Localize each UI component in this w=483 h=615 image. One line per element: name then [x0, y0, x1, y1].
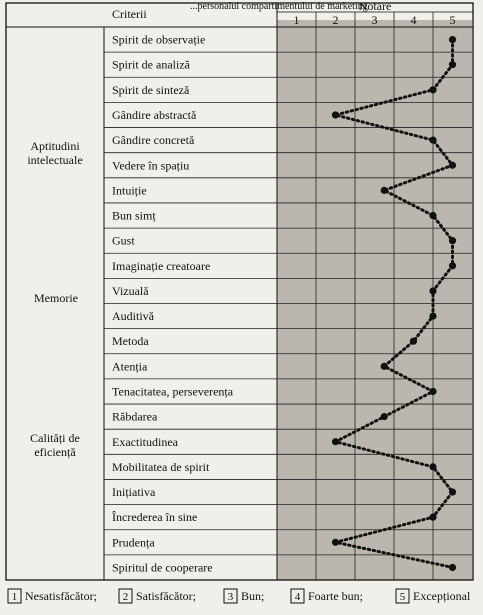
- legend-number: 3: [227, 591, 234, 603]
- legend-label: Bun;: [241, 589, 265, 603]
- rating-point: [449, 36, 456, 43]
- rating-point: [429, 287, 436, 294]
- rating-point: [429, 463, 436, 470]
- criterion-label: Intuiție: [112, 183, 147, 198]
- criterion-label: Tenacitatea, perseverența: [112, 384, 234, 399]
- criterion-label: Încrederea în sine: [112, 510, 198, 525]
- rating-point: [381, 413, 388, 420]
- scale-header-3: 3: [371, 13, 378, 27]
- criterion-label: Vizuală: [112, 283, 149, 298]
- rating-point: [332, 111, 339, 118]
- rating-point: [449, 564, 456, 571]
- criterion-label: Metoda: [112, 334, 149, 349]
- group-label-memorie: Memorie: [34, 291, 78, 305]
- criterion-label: Inițiativa: [112, 485, 156, 500]
- criterion-label: Bun simț: [112, 208, 156, 223]
- legend-number: 4: [294, 591, 301, 603]
- criterion-label: Spirit de analiză: [112, 57, 190, 72]
- rating-point: [429, 137, 436, 144]
- criterion-label: Spirit de sinteză: [112, 82, 190, 97]
- legend-label: Satisfăcător;: [136, 589, 196, 603]
- notare-header: Notare: [358, 0, 392, 13]
- criterion-label: Spirit de observație: [112, 32, 206, 47]
- banner-text: ...personalul compartimentului de marketing: [190, 1, 368, 12]
- rating-point: [429, 388, 436, 395]
- scale-header-4: 4: [410, 13, 417, 27]
- legend-label: Foarte bun;: [308, 589, 363, 603]
- rating-point: [449, 237, 456, 244]
- criterion-label: Imaginație creatoare: [112, 258, 211, 273]
- criterion-label: Exactitudinea: [112, 434, 178, 449]
- rating-point: [410, 338, 417, 345]
- rating-point: [449, 61, 456, 68]
- criterion-label: Spiritul de cooperare: [112, 560, 213, 575]
- legend-number: 1: [11, 591, 18, 603]
- criterion-label: Auditivă: [112, 309, 154, 324]
- criterion-label: Răbdarea: [112, 409, 158, 424]
- criterion-label: Mobilitatea de spirit: [112, 459, 210, 474]
- rating-point: [449, 162, 456, 169]
- criteria-header: Criterii: [112, 7, 147, 21]
- scale-header-2: 2: [332, 13, 339, 27]
- rating-point: [381, 187, 388, 194]
- legend-number: 5: [399, 591, 406, 603]
- criterion-label: Gust: [112, 233, 135, 248]
- rating-point: [332, 438, 339, 445]
- rating-point: [429, 312, 436, 319]
- rating-point: [429, 212, 436, 219]
- criterion-label: Gândire concretă: [112, 133, 195, 148]
- legend-label: Excepțional: [413, 589, 471, 603]
- scale-header-5: 5: [449, 13, 456, 27]
- group-label-calitati: Calități de eficiență: [30, 431, 80, 459]
- rating-point: [381, 363, 388, 370]
- criterion-label: Atenția: [112, 359, 148, 374]
- rating-point: [332, 539, 339, 546]
- rating-point: [429, 86, 436, 93]
- rating-point: [429, 514, 436, 521]
- rating-point: [449, 262, 456, 269]
- group-label-aptitudini: Aptitudini intelectuale: [27, 139, 83, 167]
- legend-label: Nesatisfăcător;: [25, 589, 97, 603]
- criterion-label: Prudența: [112, 535, 155, 550]
- rating-point: [449, 488, 456, 495]
- scale-header-1: 1: [293, 13, 300, 27]
- criterion-label: Gândire abstractă: [112, 107, 197, 122]
- criterion-label: Vedere în spațiu: [112, 158, 190, 173]
- legend-number: 2: [122, 591, 129, 603]
